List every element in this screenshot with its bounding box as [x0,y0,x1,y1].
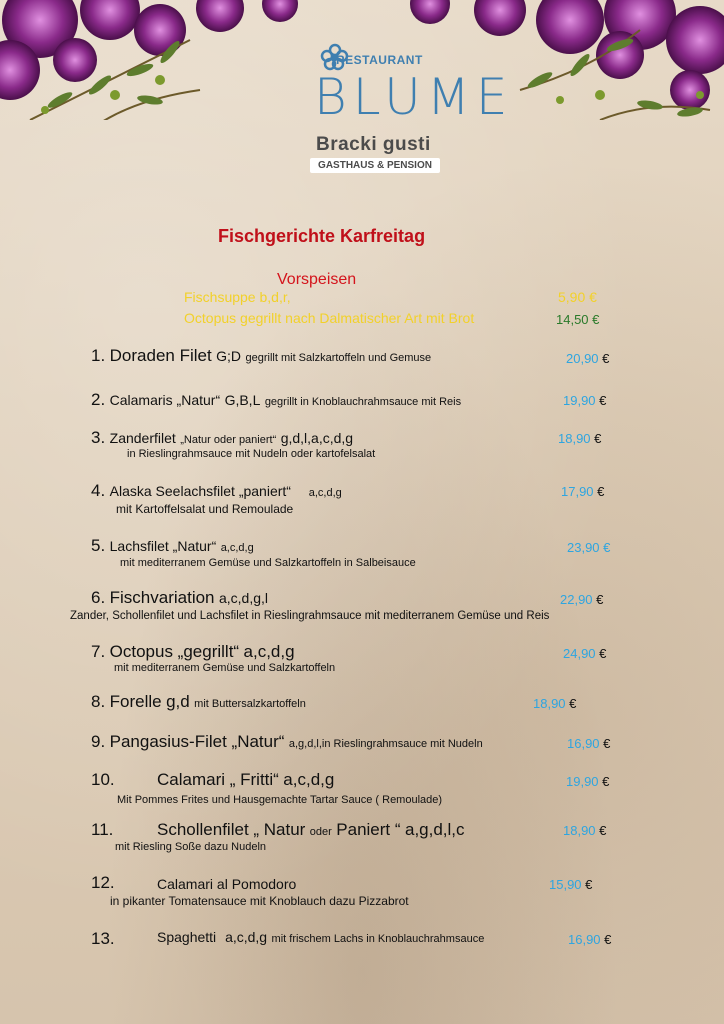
menu-item: 4. Alaska Seelachsfilet „paniert“ a,c,d,g [91,481,342,500]
item-description: in Rieslingrahmsauce mit Nudeln oder kartofelsalat [127,448,376,460]
item-description: mit Kartoffelsalat und Remoulade [116,502,294,516]
item-description: mit Riesling Soße dazu Nudeln [115,841,267,853]
logo-sub: GASTHAUS & PENSION [310,158,440,173]
item-price: 18,90 € [563,823,607,838]
menu-item: 3. Zanderfilet „Natur oder paniert“ g,d,l,a,c,d,g [91,428,354,447]
item-price: 19,90 € [563,393,607,408]
menu-item: 1. Doraden Filet G;D gegrillt mit Salzkartoffeln und Gemuse [91,346,432,365]
item-price: 17,90 € [561,484,605,499]
menu-item: 13. [91,929,115,948]
logo-tagline: Bracki gusti [316,134,431,155]
logo-restaurant: RESTAURANT [336,53,423,67]
menu-item: 2. Calamaris „Natur“ G,B,L gegrillt in Knoblauchrahmsauce mit Reis [91,390,462,409]
menu-item: 10. [91,770,115,789]
item-description: in pikanter Tomatensauce mit Knoblauch dazu Pizzabrot [110,894,409,908]
menu-item: Calamari al Pomodoro [157,876,297,892]
item-price: 18,90 € [558,431,602,446]
starter-price: 5,90 € [558,289,597,305]
menu-item: 5. Lachsfilet „Natur“ a,c,d,g [91,536,254,555]
menu-item: 9. Pangasius-Filet „Natur“ a,g,d,l,in Rieslingrahmsauce mit Nudeln [91,732,483,751]
item-price: 23,90 € [567,540,611,555]
menu-item: 8. Forelle g,d mit Buttersalzkartoffeln [91,692,306,711]
starters-heading: Vorspeisen [277,271,357,288]
item-price: 16,90 € [567,736,611,751]
starter-name: Fischsuppe b,d,r, [184,289,291,305]
restaurant-logo [300,38,514,178]
item-description: Zander, Schollenfilet und Lachsfilet in Rieslingrahmsauce mit mediterranem Gemüse und Reis [70,610,550,622]
starter-name: Octopus gegrillt nach Dalmatischer Art mit Brot [184,310,475,326]
item-price: 22,90 € [560,592,604,607]
menu-item: 12. [91,873,115,892]
item-price: 24,90 € [563,646,607,661]
logo-name: BLUME [314,68,514,126]
item-price: 18,90 € [533,696,577,711]
menu-item: Schollenfilet „ Natur oder Paniert “ a,g,d,l,c [157,820,465,839]
starter-price: 14,50 € [556,312,600,327]
item-description: Mit Pommes Frites und Hausgemachte Tartar Sauce ( Remoulade) [117,794,443,806]
item-price: 20,90 € [566,351,610,366]
menu-item: 7. Octopus „gegrillt“ a,c,d,g [91,642,295,661]
menu-item: Spaghetti a,c,d,g mit frischem Lachs in Knoblauchrahmsauce [157,929,485,945]
item-price: 16,90 € [568,932,612,947]
item-description: mit mediterranem Gemüse und Salzkartoffeln in Salbeisauce [120,557,416,569]
item-description: mit mediterranem Gemüse und Salzkartoffeln [114,662,336,674]
item-price: 19,90 € [566,774,610,789]
menu-item: Calamari „ Fritti“ a,c,d,g [157,770,335,789]
menu-item: 6. Fischvariation a,c,d,g,l [91,588,268,607]
page-title: Fischgerichte Karfreitag [218,226,426,246]
item-price: 15,90 € [549,877,593,892]
menu-item: 11. [91,820,114,839]
